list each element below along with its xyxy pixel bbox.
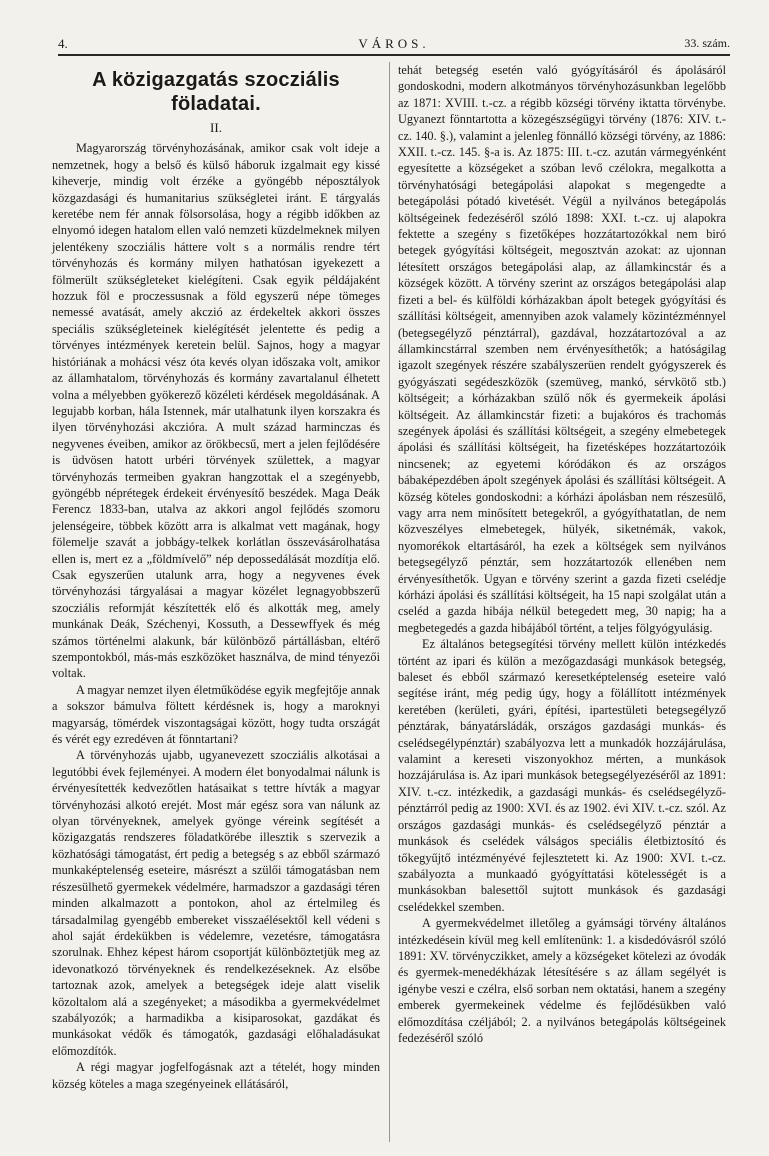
header-rule — [58, 54, 730, 56]
journal-title: VÁROS. — [358, 36, 430, 51]
paragraph: A törvényhozás ujabb, ugyanevezett szocziális alkotásai a legutóbbi évek fejleményei. A modern élet bonyodalmai nálunk is érvényesítették kedvezőtlen hatásaikat s tettre hívták a magyar törvényhozási alkotó erejét. Most már egész sora van nálunk az olyan törvényeknek, amelyek gyönge véreink segítését a közigazgatás rendszeres föladatkörébe illesztik s szervezik a közhatósági támogatást, ért pedig a betegség s az ebből származó munkaképtelenség eseteire, másrészt a szülői támogatásban nem részesülhető gyermekek védelmére, harmadszor a gazdasági téren minden alkalmazott a pontokon, ahol az értelmileg és társadalmilag gyengébb embereket visszaélésektől kell védeni s ahol saját érdekükben is védelemre, vezetésre, támogatásra szorulnak. Ehhez képest három csoportját különböztetjük meg az idevonatkozó törvényeknek és rendelkezéseknek. Az elsőbe tartoznak azok, amelyek a betegségek ideje alatt viselik közoltalom alá a szegényeket; a másodikba a gyermekvédelmet szabályozók; a harmadikba a kisiparosokat, gazdákat és munkásokat védők és támogatók, gazdasági előhaladásukat előmozdítók. — [52, 748, 380, 1058]
right-column — [398, 62, 726, 1046]
left-column — [52, 62, 380, 1092]
paragraph: A magyar nemzet ilyen életműködése egyik megfejtője annak a sokszor bámulva föltett kérdésnek is, hogy a maroknyi magyarság, tömérdek viszontagságai között, hogy tudta országát és vérét egy ezredéven át fönntartani? — [52, 682, 380, 747]
article-title: A közigazgatás szocziális föladatai. — [92, 69, 340, 115]
issue-number: 33. szám. — [684, 36, 730, 50]
paragraph: A régi magyar jogfelfogásnak azt a tételét, hogy minden község köteles a maga szegényeinek ellátásáról, — [52, 1060, 380, 1091]
paragraph: Magyarország törvényhozásának, amikor csak volt ideje a nemzetnek, hogy a belső és külső háboruk izgalmait egy kissé kiheverje, mindig volt érzéke a gyöngébb néposztályok közgazdasági és humanitarius szükségletei iránt. E tárgyalás keretébe nem fér annak fölsorsolása, hogy a régibb időkben az elnyomó idegen hatalom ellen való nemzeti küzdelmeknek milyen jelentékeny szocziális háttere volt s a normális rendre tért törvényhozás és kormány milyen hathatósan igyekezett a fölmerült szükségleteket kielégíteni. Csak egyik példájaként hozzuk föl e proczessusnak a föld egyszerű népe tömeges nemessé avatását, amely akczió az érdekeltek akkori összes speciális szükségleteinek kielégítését jelentette és pedig a törvényes intézmények keretein belül. Sajnos, hogy a magyar históriának a mohácsi vész óta kevés olyan időszaka volt, amikor az államhatalom, törvényhozás és kormány zavartalanul élhetett volna a mélyebben gyökerező közéleti kérdések megoldásának. A legujabb korban, hála Istennek, már utalhatunk ilyen korszakra és ilyen törvényhozási akczióra. A mult század harminczas és negyvenes éveiben, amikor az örökbecsű, mert a jelen fejlődésére is üdvösen hatott urbéri törvények születtek, a magyar törvényhozás termeiben gyakran hangzottak el a szegényebb, gyöngébb néprétegek érdekeit érvényesítő beszédek. Maga Deák Ferencz 1833-ban, utalva az akkori angol fejlődés szomoru jelenségeire, többek között arra is alkalmat vett magának, hogy fölemelje szavát a jobbágy-telkek korlátlan összevásárolhatása ellen is, mert ez a „földmívelő” nép depossedálását mozdítja elő. Csak egyszerűen utalunk arra, hogy a negyvenes évek törvényhozási tárgyalásai a magyar közélet legnagyobbszerű szocziális reformját készítették elő és alkották meg, amely munkának Deák, Széchenyi, Kossuth, a Dessewffyek és még számos történelmi alakunk, bár különböző pártállásban, eltérő szempontokból, más-más eszközöket használva, de mind tényezői voltak. — [52, 141, 380, 681]
paragraph: tehát betegség esetén való gyógyításáról és ápolásáról gondoskodni, modern alkotmányos törvényhozásunkban legelőbb az 1871: XVIII. t.-cz. a régibb községi törvény iktatta törvénybe. Ugyanezt fönntartotta a közegészségügyi törvény (1876: XIV. t.-cz. 140. §.), valamint a jelenleg fönnálló községi törvény, az 1886: XXII. t.-cz. 145. §-a is. Az 1875: III. t.-cz. azután vármegyénként egyesítette a községeket a szóban levő czélokra, megalkotta a törvényhatósági betegápolási alapokat s megengedte a betegápolási pótadó kivetését. Végül a nyilvános betegápolás költségeinek fedezéséről szóló 1898: XXI. t.-cz. uj alapokra fektette a szegény s fizetőképes hozzátartozókkal nem biró betegek gyógyítási költségeit, megosztván azokat: az ujonnan létesített országos betegápolási alap, az államkincstár és a községek között. A törvény szerint az országos betegápolási alap fizeti a bel- és külföldi kórházakban ápolt betegek gyógyítási és szállítási költségeit, amennyiben azok valamely közintézménnyel (betegsegélyző pénztárral), gazdával, hozzátartozóval a az államkincstárral szemben nem érvényesíthetők; a hatóságilag igazolt szegények részére szabályszerüen rendelt gyógyszerek és gyógyászati segédeszközök (szemüveg, mankó, sérvkötő stb.) költségeit; a kórházakban szülő nők és gyermekeik ápolási költségeit. Az államkincstár fizeti: a bujakóros és trachomás szegények ápolási és szállítási költségeit, a szegény elmebetegek ápolási és szállítási költségeit, ha fizetésképes hozzátartozóik nincsenek; az egyetemi kóródákon és az országos bábaképezdében ápolt szegények ápolási és szállítási költségeit. A község köteles gondoskodni: a kórházi ápolásban nem részesülő, vagy arra nem minősített betegekről, a gyógyíthatatlan, de nem közveszélyes elmebetegek, hülyék, siketnémák, vakok, nyomorékok eltartásáról, ha ezek a költségek sem nyilvános betegsegélyző pénztár, sem hozzátartozók ellenében nem érvényesíthetők. Ugyan e törvény szerint a gazda fizeti cselédje kórházi ápolási és szállítási költségeit, ha 15 napi szolgálat után a cseléd a gazda hibája nélkül betegedett meg, 30 napig; ha a megbetegedés a gazda hibájából történt, a teljes fölgyógyulásig. — [398, 63, 726, 635]
column-divider — [389, 62, 390, 1142]
paragraph: Ez általános betegsegítési törvény mellett külön intézkedés történt az ipari és külön a mezőgazdasági munkások betegség, baleset és ebből származó keresetképtelenség eseteire való segítése iránt, még pedig úgy, hogy a fölállított intézmények keretében (kerületi, gyári, építési, ipartestületi betegsegélyző pénztárak, bányatársládák, országos gazdasági munkás- és cselédsegélypénztár) szabályozva lett a munkadók hozzájárulása, valamint a kereseti viszonyokhoz mérten, a munkások hozzájárulása is. Az ipari munkások betegsegélyezéséről az 1891: XIV. t.-cz. intézkedik, a gazdasági munkás- és cselédsegélyző-pénztárról pedig az 1900: XVI. és az 1902. évi XIV. t.-cz. szól. Az országos gazdasági munkás- és cselédsegélyző pénztár a munkások és cselédek válságos speciális életbiztosító és tőkegyűjtő intézményévé fejlesztetett ki. Az 1900: XVI. t.-cz. szabályozta a munkaadó gyógyíttatási kötelességét is a munkásokban balesettől sujtott munkások és gazdasági cselédekkel szemben. — [398, 637, 726, 914]
article-part-number: II. — [210, 120, 222, 135]
page-header — [58, 36, 730, 56]
page-number: 4. — [58, 36, 68, 51]
paragraph: A gyermekvédelmet illetőleg a gyámsági törvény általános intézkedésein kívül meg kell említenünk: 1. a kisdedóvásról szóló 1891: XV. törvényczikket, amely a községeket kötelezi az óvodák és gyermek-menedékházak létesítésére s az állam segélyét is igénybe veszi e czélra, első sorban nem oktatási, hanem a szegény emberek gyermekeinek védelme és fejlődésükben való előmozdítása czéljából; 2. a nyilvános betegápolás költségeinek fedezéséről szóló — [398, 916, 726, 1045]
